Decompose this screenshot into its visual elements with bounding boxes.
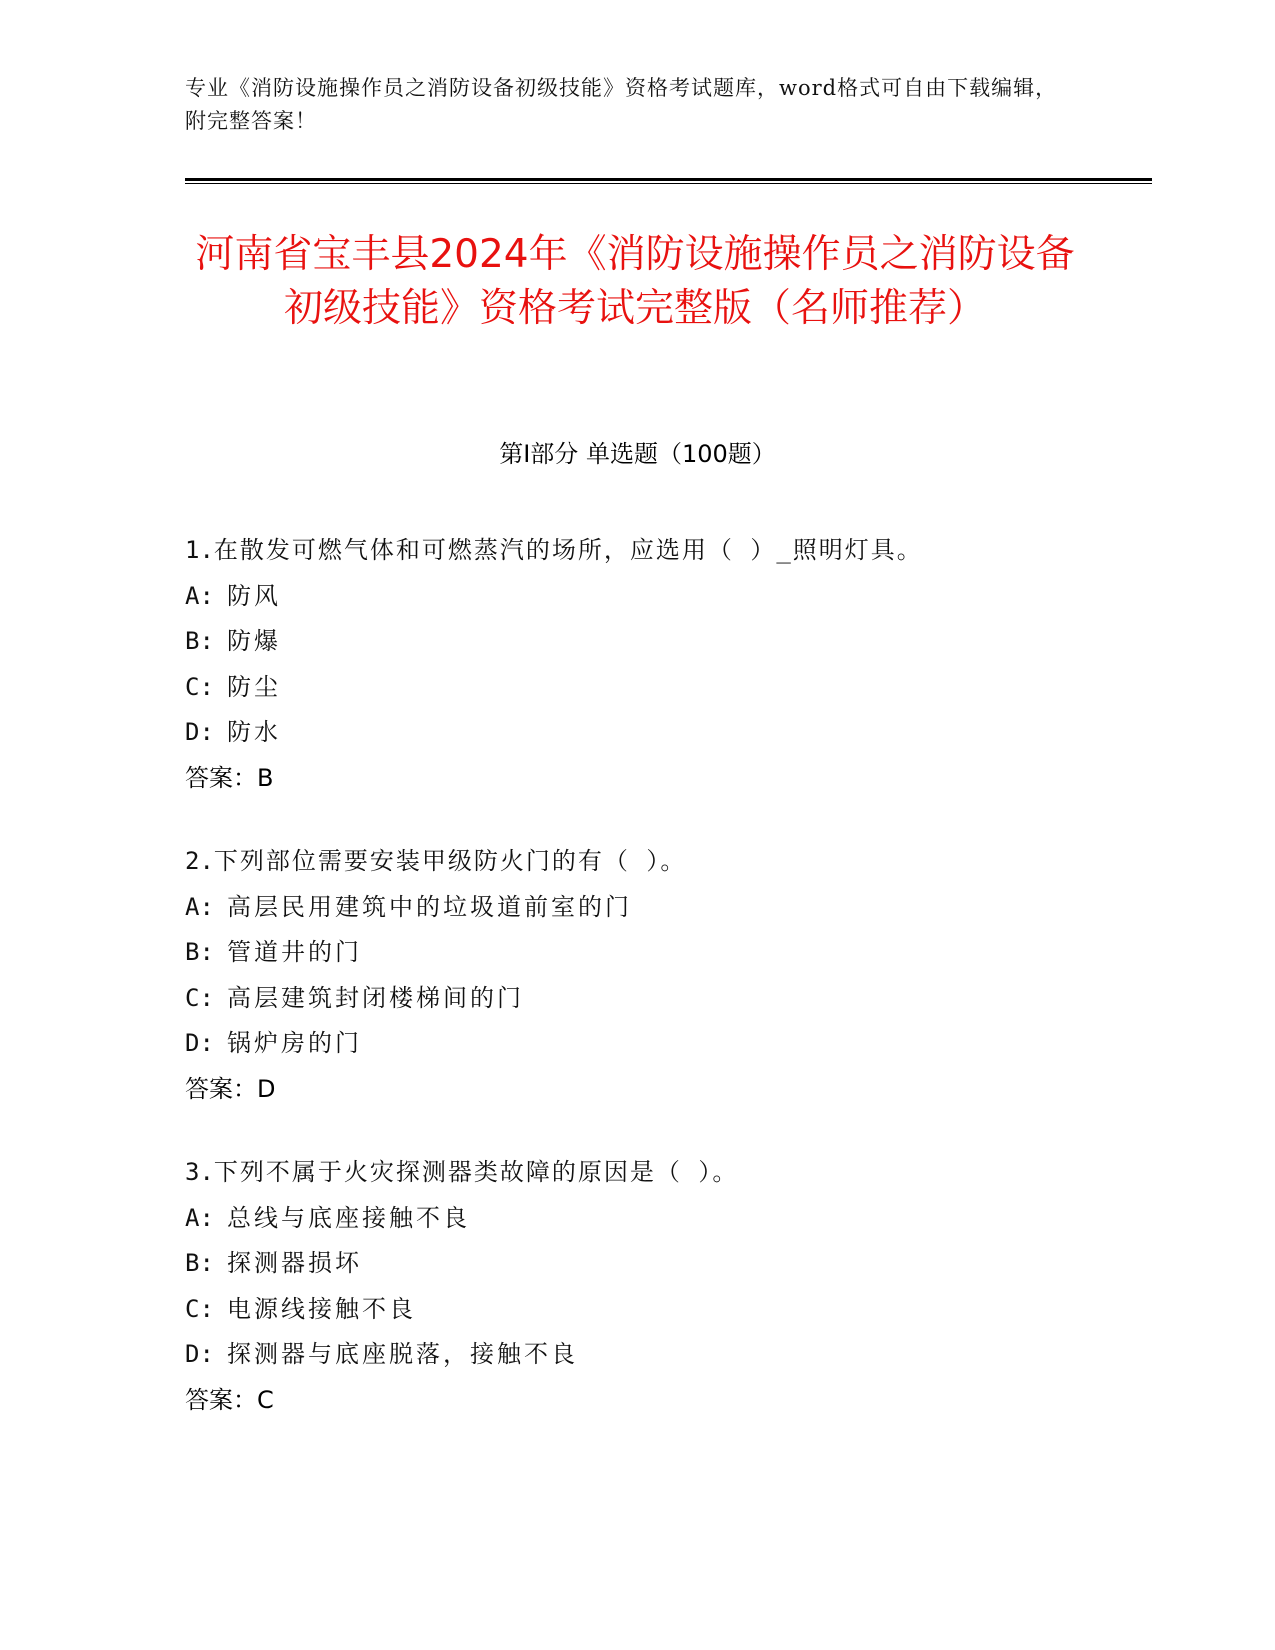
option-text: 管道井的门: [227, 938, 362, 966]
option-key: D:: [185, 1029, 214, 1057]
option-key: B:: [185, 1249, 214, 1277]
question-stem: [185, 1150, 1145, 1196]
question-text: 在散发可燃气体和可燃蒸汽的场所，应选用（ ）_照明灯具。: [213, 536, 923, 564]
answer-line: 答案：B: [185, 763, 274, 792]
option-text: 防水: [227, 718, 281, 746]
option-a: [185, 885, 1145, 931]
option-a: [185, 574, 1145, 620]
option-key: A:: [185, 581, 214, 610]
option-b: [185, 1241, 1145, 1287]
question-text: 下列不属于火灾探测器类故障的原因是（ ）。: [213, 1158, 739, 1186]
option-c: [185, 665, 1145, 711]
header-rule-thick: [185, 178, 1152, 181]
question-list: [185, 528, 1145, 1461]
option-d: [185, 1332, 1145, 1378]
question-stem: [185, 839, 1145, 885]
option-text: 防爆: [227, 627, 281, 655]
question-1: [185, 528, 1145, 801]
option-d: [185, 1021, 1145, 1067]
option-key: D:: [185, 1340, 214, 1368]
option-text: 高层民用建筑中的垃圾道前室的门: [227, 892, 632, 921]
option-text: 电源线接触不良: [227, 1294, 416, 1323]
option-d: [185, 710, 1145, 756]
answer-line: 答案：C: [185, 1385, 274, 1414]
option-key: B:: [185, 938, 214, 966]
option-text: 总线与底座接触不良: [227, 1203, 470, 1232]
question-3: [185, 1150, 1145, 1423]
option-text: 探测器损坏: [227, 1249, 362, 1277]
option-c: [185, 1287, 1145, 1333]
option-c: [185, 976, 1145, 1022]
question-stem: [185, 528, 1145, 574]
header-rule-thin: [185, 183, 1152, 184]
answer-line: 答案：D: [185, 1074, 276, 1103]
question-number: 2.: [185, 847, 214, 875]
document-title: 河南省宝丰县2024年《消防设施操作员之消防设备初级技能》资格考试完整版（名师推荐）: [195, 232, 1075, 331]
option-key: C:: [185, 672, 214, 701]
option-key: A:: [185, 892, 214, 921]
option-key: D:: [185, 718, 214, 746]
question-number: 3.: [185, 1158, 214, 1186]
option-text: 防尘: [227, 672, 281, 701]
question-text: 下列部位需要安装甲级防火门的有（ ）。: [213, 847, 687, 875]
question-2: [185, 839, 1145, 1112]
option-key: A:: [185, 1203, 214, 1232]
option-b: [185, 930, 1145, 976]
question-number: 1.: [185, 536, 214, 564]
option-text: 高层建筑封闭楼梯间的门: [227, 983, 524, 1012]
option-key: B:: [185, 627, 214, 655]
option-key: C:: [185, 1294, 214, 1323]
header-note: 专业《消防设施操作员之消防设备初级技能》资格考试题库，word格式可自由下载编辑，附完整答案！: [185, 76, 1058, 133]
option-a: [185, 1196, 1145, 1242]
option-key: C:: [185, 983, 214, 1012]
option-text: 锅炉房的门: [227, 1029, 362, 1057]
option-text: 防风: [227, 581, 281, 610]
section-title: 第I部分 单选题（100题）: [499, 440, 776, 468]
option-b: [185, 619, 1145, 665]
option-text: 探测器与底座脱落，接触不良: [227, 1340, 578, 1368]
